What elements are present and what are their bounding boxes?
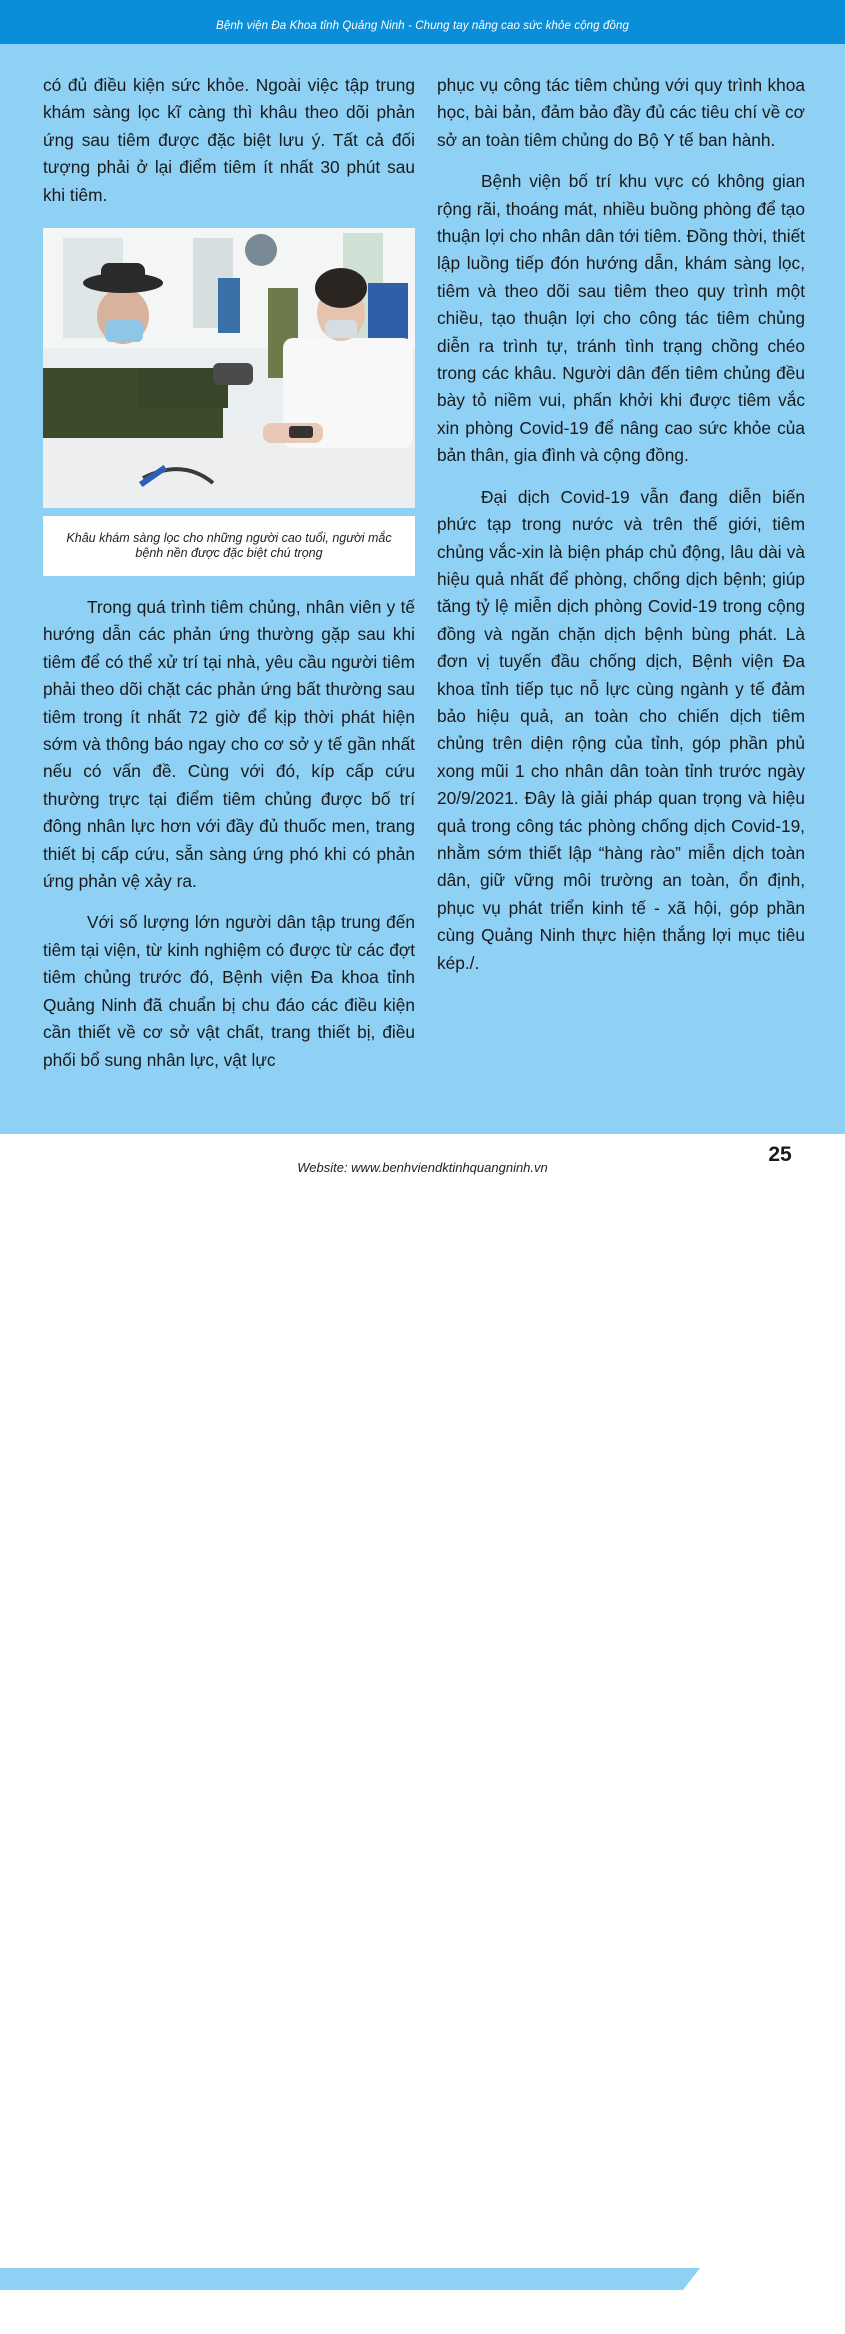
body-paragraph: Đại dịch Covid-19 vẫn đang diễn biến phức tạp trong nước và trên thế giới, tiêm chủng vắc-xin là biện pháp chủ động, lâu dài và hiệu quả nhất để phòng, chống dịch bệnh; giúp tăng tỷ lệ miễn dịch phòng Covid-19 trong cộng đồng và ngăn chặn dịch bệnh bùng phát. Là đơn vị tuyến đầu chống dịch, Bệnh viện Đa khoa tỉnh tiếp tục nỗ lực cùng ngành y tế đảm bảo hiệu quả, an toàn cho chiến dịch tiêm chủng trên diện rộng của tỉnh, góp phần phủ xong mũi 1 cho nhân dân toàn tỉnh trước ngày 20/9/2021. Đây là giải pháp quan trọng và hiệu quả trong công tác phòng chống dịch Covid-19, nhằm sớm thiết lập “hàng rào” miễn dịch toàn dân, giữ vững môi trường an toàn, ổn định, phục vụ phát triển kinh tế - xã hội, góp phần cùng Quảng Ninh thực hiện thắng lợi mục tiêu kép./. xyxy=(437,486,805,973)
body-paragraph: Trong quá trình tiêm chủng, nhân viên y tế hướng dẫn các phản ứng thường gặp sau khi tiêm để có thể xử trí tại nhà, yêu cầu người tiêm phải theo dõi chặt các phản ứng bất thường sau tiêm trong ít nhất 72 giờ để kịp thời phát hiện sớm và thông báo ngay cho cơ sở y tế gần nhất nếu có vấn đề. Cùng với đó, kíp cấp cứu thường trực tại điểm tiêm chủng được bố trí đông nhân lực hơn với đầy đủ thuốc men, trang thiết bị cấp cứu, sẵn sàng ứng phó khi có phản ứng phản vệ xảy ra. xyxy=(43,597,415,892)
left-column-body xyxy=(43,594,415,1074)
photo-illustration xyxy=(43,228,415,508)
photo-caption: Khâu khám sàng lọc cho những người cao tuổi, người mắc bệnh nền được đặc biệt chú trọng xyxy=(66,531,392,560)
article-photo xyxy=(43,228,415,508)
left-column-intro xyxy=(43,72,415,209)
footer-website: Website: www.benhviendktinhquangninh.vn xyxy=(297,1160,548,1175)
header-title: Bệnh viện Đa Khoa tỉnh Quảng Ninh - Chung tay nâng cao sức khỏe cộng đồng xyxy=(216,20,629,32)
body-paragraph: Với số lượng lớn người dân tập trung đến tiêm tại viện, từ kinh nghiệm có được từ các đợt tiêm chủng trước đó, Bệnh viện Đa khoa tỉnh Quảng Ninh đã chuẩn bị chu đáo các điều kiện cần thiết về cơ sở vật chất, trang thiết bị, điều phối bổ sung nhân lực, vật lực xyxy=(43,912,415,1070)
header-bar xyxy=(0,0,845,44)
photo-caption-box xyxy=(43,516,415,576)
right-column-body xyxy=(437,72,805,977)
body-paragraph: phục vụ công tác tiêm chủng với quy trình khoa học, bài bản, đảm bảo đầy đủ các tiêu chí về cơ sở an toàn tiêm chủng do Bộ Y tế ban hành. xyxy=(437,75,805,150)
page-number: 25 xyxy=(768,1143,792,1166)
body-paragraph: Bệnh viện bố trí khu vực có không gian rộng rãi, thoáng mát, nhiều buồng phòng để tạo thuận lợi cho nhân dân tới tiêm. Đồng thời, thiết lập luồng tiếp đón hướng dẫn, khám sàng lọc, tiêm và theo dõi sau tiêm theo quy trình một chiều, tạo thuận lợi cho công tác tiêm chủng diễn ra trình tự, tránh tình trạng chồng chéo trong các khâu. Người dân đến tiêm chủng đều bày tỏ niềm vui, phấn khởi khi được tiêm vắc xin phòng Covid-19 để nâng cao sức khỏe của bản thân, gia đình và cộng đồng. xyxy=(437,171,805,466)
footer-shape xyxy=(0,2268,845,2334)
intro-paragraph: có đủ điều kiện sức khỏe. Ngoài việc tập trung khám sàng lọc kĩ càng thì khâu theo dõi phản ứng sau tiêm được đặc biệt lưu ý. Tất cả đối tượng phải ở lại điểm tiêm ít nhất 30 phút sau khi tiêm. xyxy=(43,75,415,205)
